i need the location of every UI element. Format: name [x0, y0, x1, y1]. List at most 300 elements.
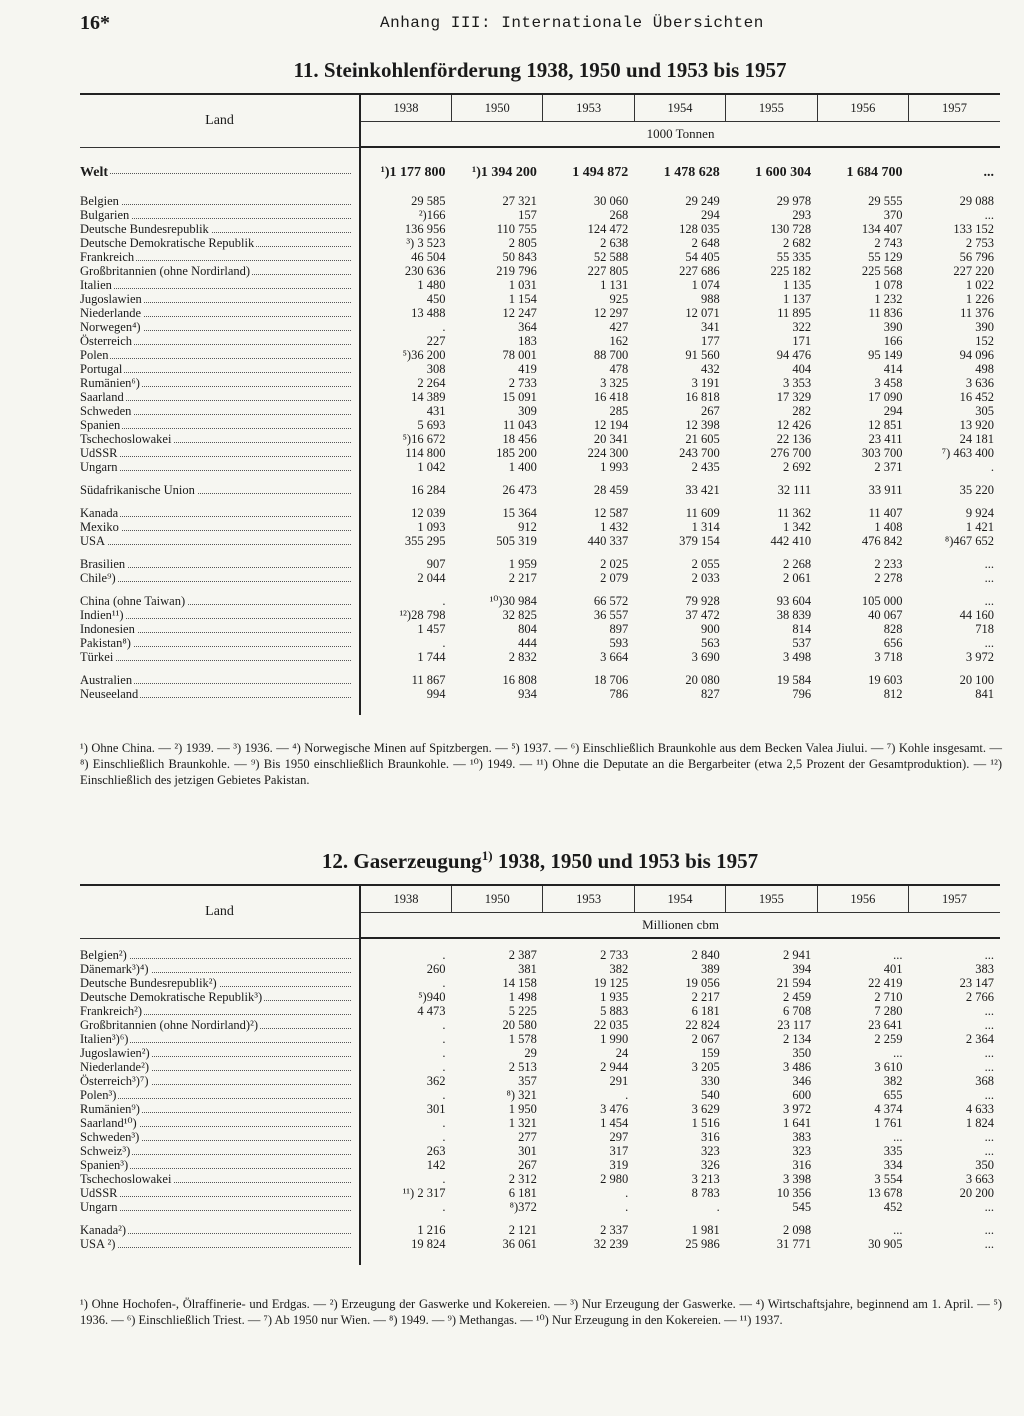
year-header: 1957 — [909, 94, 1000, 122]
value-cell: 3 191 — [691, 376, 720, 390]
value-cell: 19 584 — [776, 673, 812, 687]
value-cell: ... — [984, 557, 994, 571]
value-cell: . — [442, 636, 446, 650]
value-cell: 44 160 — [959, 608, 994, 622]
table-row — [80, 460, 1000, 474]
value-cell: 6 181 — [691, 1004, 720, 1018]
page-number: 16* — [80, 12, 110, 34]
value-cell: 1 342 — [782, 520, 812, 534]
value-cell: 786 — [609, 687, 629, 701]
country-cell — [80, 1088, 360, 1102]
value-cell: 563 — [700, 636, 720, 650]
table-row — [80, 1130, 1000, 1144]
value-cell: 2 840 — [691, 948, 720, 962]
country-cell — [80, 1018, 360, 1032]
country-name: Ungarn — [80, 1200, 118, 1214]
value-cell: ... — [893, 948, 903, 962]
value-cell: . — [442, 976, 446, 990]
country-cell — [80, 306, 360, 320]
value-cell: 6 708 — [782, 1004, 812, 1018]
table-11-title: 11. Steinkohlenförderung 1938, 1950 und 1953 bis 1957 — [293, 58, 787, 82]
spacer-row — [80, 664, 1000, 673]
value-cell: 362 — [426, 1074, 446, 1088]
value-cell: 29 585 — [411, 194, 446, 208]
value-cell: 31 771 — [776, 1237, 812, 1251]
country-cell — [80, 334, 360, 348]
value-cell: 4 633 — [965, 1102, 994, 1116]
country-name: Belgien — [80, 194, 119, 208]
country-cell — [80, 976, 360, 990]
country-name: Jugoslawien²) — [80, 1046, 150, 1060]
value-cell: 277 — [518, 1130, 537, 1144]
value-cell: . — [442, 1200, 446, 1214]
value-cell: 11 362 — [777, 506, 812, 520]
value-cell: 3 476 — [600, 1102, 629, 1116]
value-cell: 32 111 — [777, 483, 812, 497]
value-cell: 6 181 — [508, 1186, 537, 1200]
value-cell: 382 — [883, 1074, 903, 1088]
value-cell: 13 678 — [868, 1186, 903, 1200]
value-cell: 2 033 — [691, 571, 720, 585]
country-cell — [80, 1046, 360, 1060]
value-cell: . — [442, 1130, 446, 1144]
country-cell — [80, 622, 360, 636]
country-cell — [80, 1144, 360, 1158]
value-cell: ⁵)940 — [418, 990, 446, 1004]
value-cell: 841 — [975, 687, 994, 701]
value-cell: 3 325 — [600, 376, 629, 390]
value-cell: 94 476 — [776, 348, 812, 362]
year-header: 1950 — [451, 94, 542, 122]
country-cell — [80, 534, 360, 548]
value-cell: 718 — [975, 622, 994, 636]
country-cell — [80, 1223, 360, 1237]
value-cell: 185 200 — [496, 446, 537, 460]
country-name: Saarland¹⁰) — [80, 1116, 137, 1130]
table-row — [80, 636, 1000, 650]
year-header: 1955 — [726, 94, 817, 122]
value-cell: 2 733 — [508, 376, 537, 390]
value-cell: 29 088 — [959, 194, 994, 208]
value-cell: 16 452 — [959, 390, 994, 404]
value-cell: ... — [984, 636, 994, 650]
value-cell: 3 458 — [874, 376, 903, 390]
country-cell — [80, 948, 360, 962]
value-cell: 14 389 — [411, 390, 446, 404]
value-cell: 912 — [518, 520, 537, 534]
value-cell: 2 435 — [691, 460, 720, 474]
value-cell: 1 516 — [691, 1116, 720, 1130]
value-cell: ¹)1 394 200 — [472, 165, 537, 180]
year-header: 1956 — [817, 885, 908, 913]
country-cell — [80, 1004, 360, 1018]
value-cell: 3 205 — [691, 1060, 720, 1074]
table-row — [80, 1172, 1000, 1186]
value-cell: 1 314 — [691, 520, 720, 534]
table-row — [80, 1018, 1000, 1032]
value-cell: 293 — [792, 208, 812, 222]
country-name: Frankreich²) — [80, 1004, 143, 1018]
value-cell: 19 824 — [411, 1237, 446, 1251]
table-row — [80, 362, 1000, 376]
table-row — [80, 208, 1000, 222]
value-cell: 796 — [792, 687, 812, 701]
value-cell: 29 249 — [685, 194, 720, 208]
value-cell: 1 042 — [417, 460, 446, 474]
table-12-title-number: 12. Gaserzeugung — [321, 849, 482, 873]
value-cell: 1 078 — [874, 278, 903, 292]
country-name: Norwegen⁴) — [80, 320, 141, 334]
value-cell: 19 056 — [685, 976, 720, 990]
value-cell: . — [442, 1088, 446, 1102]
country-name: Australien — [80, 673, 133, 687]
value-cell: 1 950 — [508, 1102, 537, 1116]
value-cell: 159 — [700, 1046, 720, 1060]
value-cell: 1 480 — [417, 278, 446, 292]
country-cell — [80, 376, 360, 390]
country-name: UdSSR — [80, 446, 118, 460]
table-row — [80, 534, 1000, 548]
value-cell: 3 486 — [782, 1060, 812, 1074]
value-cell: 20 080 — [685, 673, 720, 687]
value-cell: 28 459 — [593, 483, 629, 497]
value-cell: 322 — [792, 320, 812, 334]
country-cell — [80, 208, 360, 222]
value-cell: 478 — [609, 362, 629, 376]
value-cell: 3 398 — [782, 1172, 812, 1186]
value-cell: 3 554 — [874, 1172, 903, 1186]
page-header — [80, 12, 1000, 36]
value-cell: ... — [983, 165, 994, 180]
value-cell: 79 928 — [685, 594, 720, 608]
spacer-row — [80, 701, 1000, 715]
country-name: Portugal — [80, 362, 123, 376]
value-cell: 1 684 700 — [846, 165, 903, 180]
value-cell: 370 — [883, 208, 903, 222]
value-cell: 16 418 — [593, 390, 629, 404]
value-cell: 13 488 — [411, 306, 446, 320]
table-row — [80, 432, 1000, 446]
value-cell: 364 — [518, 320, 537, 334]
country-cell — [80, 1060, 360, 1074]
country-name: USA ²) — [80, 1237, 116, 1251]
table-12-unit: Millionen cbm — [360, 913, 1000, 939]
year-header: 1938 — [360, 885, 451, 913]
value-cell: ⁷) 463 400 — [941, 446, 994, 460]
value-cell: 30 905 — [868, 1237, 903, 1251]
value-cell: 22 136 — [776, 432, 812, 446]
country-name: Pakistan⁸) — [80, 636, 131, 650]
country-name: USA — [80, 534, 106, 548]
value-cell: 29 555 — [868, 194, 903, 208]
country-cell — [80, 236, 360, 250]
value-cell: 1 232 — [874, 292, 903, 306]
value-cell: 276 700 — [770, 446, 812, 460]
value-cell: ... — [984, 1130, 994, 1144]
country-name: Südafrikanische Union — [80, 483, 195, 497]
table-row — [80, 1200, 1000, 1214]
year-header: 1938 — [360, 94, 451, 122]
value-cell: 1 093 — [417, 520, 446, 534]
value-cell: 21 594 — [776, 976, 812, 990]
value-cell: 33 421 — [685, 483, 720, 497]
country-cell — [80, 1237, 360, 1251]
value-cell: 230 636 — [404, 264, 446, 278]
spacer-row — [80, 1251, 1000, 1265]
value-cell: 431 — [426, 404, 446, 418]
value-cell: 301 — [426, 1102, 446, 1116]
value-cell: ... — [984, 208, 994, 222]
country-name: Tschechoslowakei — [80, 432, 172, 446]
country-cell — [80, 292, 360, 306]
value-cell: ⁸) 321 — [506, 1088, 537, 1102]
value-cell: 21 605 — [685, 432, 720, 446]
table-12-footnotes — [80, 1296, 1002, 1328]
value-cell: 268 — [609, 208, 629, 222]
spacer-row — [80, 938, 1000, 948]
country-cell — [80, 278, 360, 292]
value-cell: 2 459 — [782, 990, 812, 1004]
value-cell: ... — [984, 571, 994, 585]
value-cell: 3 610 — [874, 1060, 903, 1074]
value-cell: 36 557 — [593, 608, 629, 622]
value-cell: 2 364 — [965, 1032, 994, 1046]
value-cell: 2 753 — [965, 236, 994, 250]
value-cell: ... — [984, 1060, 994, 1074]
value-cell: ¹)1 177 800 — [380, 165, 446, 180]
year-header: 1957 — [909, 885, 1000, 913]
country-cell — [80, 990, 360, 1004]
value-cell: 78 001 — [502, 348, 537, 362]
value-cell: 3 972 — [965, 650, 994, 664]
value-cell: ⁵)16 672 — [402, 432, 446, 446]
value-cell: . — [442, 1060, 446, 1074]
value-cell: 1 600 304 — [755, 165, 812, 180]
value-cell: 330 — [700, 1074, 720, 1088]
value-cell: 166 — [883, 334, 903, 348]
value-cell: 3 972 — [782, 1102, 812, 1116]
value-cell: 317 — [609, 1144, 629, 1158]
table-row — [80, 264, 1000, 278]
value-cell: 994 — [426, 687, 446, 701]
country-name: Jugoslawien — [80, 292, 142, 306]
country-name: Deutsche Bundesrepublik²) — [80, 976, 217, 990]
value-cell: 1 457 — [417, 622, 446, 636]
country-cell — [80, 1130, 360, 1144]
value-cell: 152 — [975, 334, 994, 348]
value-cell: 2 766 — [965, 990, 994, 1004]
value-cell: 2 337 — [600, 1223, 629, 1237]
table-11-coal-production — [80, 93, 1000, 715]
value-cell: 390 — [975, 320, 994, 334]
value-cell: 20 200 — [959, 1186, 994, 1200]
value-cell: 38 839 — [776, 608, 812, 622]
value-cell: 316 — [792, 1158, 812, 1172]
value-cell: 2 638 — [600, 236, 629, 250]
value-cell: 23 641 — [868, 1018, 903, 1032]
table-row — [80, 557, 1000, 571]
country-name: Kanada — [80, 506, 119, 520]
value-cell: 134 407 — [861, 222, 903, 236]
value-cell: 3 629 — [691, 1102, 720, 1116]
value-cell: 11 376 — [960, 306, 994, 320]
table-row — [80, 320, 1000, 334]
value-cell: 55 335 — [776, 250, 812, 264]
value-cell: 105 000 — [861, 594, 903, 608]
value-cell: 12 851 — [868, 418, 903, 432]
table-row — [80, 1223, 1000, 1237]
table-11-footnotes — [80, 740, 1002, 788]
value-cell: 40 067 — [868, 608, 903, 622]
country-name: Niederlande²) — [80, 1060, 149, 1074]
value-cell: . — [990, 460, 994, 474]
spacer-row — [80, 147, 1000, 157]
table-row — [80, 194, 1000, 208]
value-cell: 1 321 — [508, 1116, 537, 1130]
country-name: Spanien — [80, 418, 121, 432]
value-cell: 828 — [883, 622, 903, 636]
value-cell: 2 044 — [417, 571, 446, 585]
table-row — [80, 1237, 1000, 1251]
value-cell: 1 824 — [965, 1116, 994, 1130]
value-cell: 2 268 — [782, 557, 812, 571]
value-cell: 593 — [609, 636, 629, 650]
value-cell: 10 356 — [776, 1186, 812, 1200]
table-row — [80, 1144, 1000, 1158]
value-cell: 3 690 — [691, 650, 720, 664]
value-cell: ³) 3 523 — [406, 236, 446, 250]
spacer-row — [80, 497, 1000, 506]
table-row — [80, 483, 1000, 497]
value-cell: 2 692 — [782, 460, 812, 474]
value-cell: 11 407 — [868, 506, 903, 520]
value-cell: 2 217 — [691, 990, 720, 1004]
value-cell: 907 — [426, 557, 446, 571]
country-cell — [80, 194, 360, 208]
value-cell: ... — [984, 1018, 994, 1032]
value-cell: 414 — [883, 362, 903, 376]
country-cell — [80, 1032, 360, 1046]
value-cell: 20 341 — [593, 432, 629, 446]
value-cell: 24 181 — [959, 432, 994, 446]
value-cell: 29 978 — [776, 194, 812, 208]
country-cell — [80, 362, 360, 376]
value-cell: 1 421 — [965, 520, 994, 534]
value-cell: 1 131 — [600, 278, 629, 292]
value-cell: 3 498 — [782, 650, 812, 664]
value-cell: 1 993 — [600, 460, 629, 474]
country-cell — [80, 1102, 360, 1116]
value-cell: 35 220 — [959, 483, 994, 497]
value-cell: 16 818 — [685, 390, 720, 404]
value-cell: 22 419 — [868, 976, 903, 990]
value-cell: 2 743 — [874, 236, 903, 250]
value-cell: 128 035 — [679, 222, 720, 236]
value-cell: 11 609 — [685, 506, 720, 520]
table-row — [80, 1060, 1000, 1074]
value-cell: 452 — [883, 1200, 903, 1214]
year-header: 1956 — [817, 94, 908, 122]
value-cell: 25 986 — [685, 1237, 720, 1251]
value-cell: 224 300 — [587, 446, 629, 460]
value-cell: 1 454 — [600, 1116, 629, 1130]
table-11-footnote-text: ¹) Ohne China. — ²) 1939. — ³) 1936. — ⁴) Norwegische Minen auf Spitzbergen. — ⁵) 1937. — ⁶) Einschließlich Braunkohle aus dem Becken Valea Jiului. — ⁷) Kohle insgesamt. — ⁸) Einschließlich Braunkohle. — ⁹) Bis 1950 einschließlich Braunkohle. — ¹⁰) 1949. — ¹¹) Ohne die Deputate an die Bergarbeiter (etwa 2,5 Prozent der Gesamtproduktion). — ¹²) Einschließlich des jetzigen Gebietes Pakistan. — [80, 741, 1002, 787]
value-cell: 282 — [792, 404, 812, 418]
value-cell: 1 990 — [600, 1032, 629, 1046]
country-cell — [80, 520, 360, 534]
value-cell: ⁵)36 200 — [402, 348, 446, 362]
value-cell: . — [625, 1186, 629, 1200]
value-cell: 260 — [426, 962, 446, 976]
value-cell: 136 956 — [404, 222, 446, 236]
spacer-row — [80, 585, 1000, 594]
value-cell: 1 641 — [782, 1116, 812, 1130]
country-cell — [80, 1074, 360, 1088]
table-12-year-header — [80, 885, 1000, 913]
table-row — [80, 418, 1000, 432]
value-cell: 54 405 — [685, 250, 720, 264]
value-cell: 2 217 — [508, 571, 537, 585]
value-cell: . — [442, 1046, 446, 1060]
value-cell: 5 225 — [508, 1004, 537, 1018]
value-cell: ²)166 — [418, 208, 446, 222]
country-cell — [80, 264, 360, 278]
value-cell: 2 733 — [600, 948, 629, 962]
value-cell: 297 — [609, 1130, 629, 1144]
value-cell: 1 022 — [965, 278, 994, 292]
value-cell: 22 035 — [593, 1018, 629, 1032]
value-cell: ... — [984, 1237, 994, 1251]
value-cell: 162 — [609, 334, 629, 348]
value-cell: 303 700 — [861, 446, 903, 460]
value-cell: 32 239 — [593, 1237, 629, 1251]
value-cell: 1 959 — [508, 557, 537, 571]
value-cell: 225 568 — [861, 264, 903, 278]
value-cell: 219 796 — [496, 264, 537, 278]
value-cell: 1 761 — [874, 1116, 903, 1130]
table-row — [80, 1116, 1000, 1130]
value-cell: . — [442, 594, 446, 608]
country-cell — [80, 1172, 360, 1186]
value-cell: 1 408 — [874, 520, 903, 534]
value-cell: 263 — [426, 1144, 446, 1158]
value-cell: ... — [984, 948, 994, 962]
value-cell: 2 098 — [782, 1223, 812, 1237]
value-cell: 804 — [518, 622, 537, 636]
table-row — [80, 594, 1000, 608]
value-cell: 8 783 — [691, 1186, 720, 1200]
value-cell: 11 895 — [777, 306, 812, 320]
country-name: Polen³) — [80, 1088, 117, 1102]
value-cell: 427 — [609, 320, 629, 334]
country-cell — [80, 608, 360, 622]
value-cell: 12 039 — [411, 506, 446, 520]
country-name: Österreich — [80, 334, 133, 348]
value-cell: 498 — [975, 362, 994, 376]
country-name: Mexiko — [80, 520, 119, 534]
year-header: 1954 — [634, 94, 725, 122]
value-cell: 15 364 — [502, 506, 537, 520]
value-cell: ... — [984, 1004, 994, 1018]
value-cell: 341 — [700, 320, 720, 334]
value-cell: 390 — [883, 320, 903, 334]
value-cell: 142 — [426, 1158, 446, 1172]
country-name: Ungarn — [80, 460, 118, 474]
value-cell: 3 663 — [965, 1172, 994, 1186]
value-cell: ... — [893, 1223, 903, 1237]
value-cell: 20 100 — [959, 673, 994, 687]
value-cell: 440 337 — [587, 534, 629, 548]
